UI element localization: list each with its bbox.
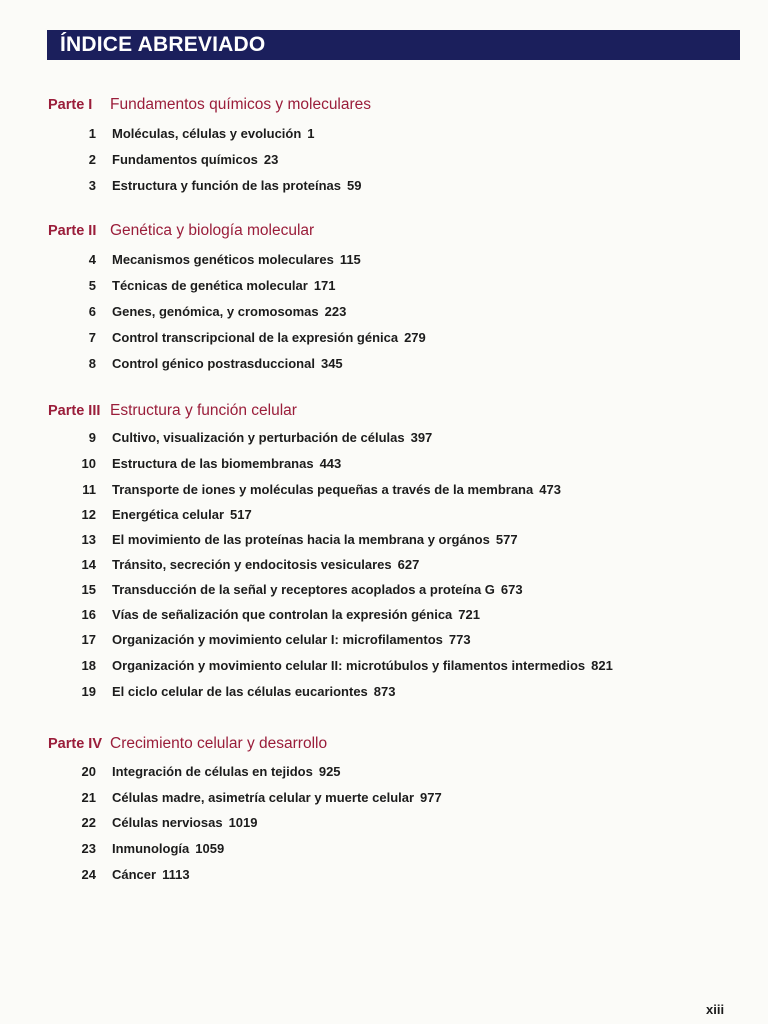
chapter-page: 673: [500, 582, 523, 597]
title-banner: [47, 30, 740, 60]
chapter-number: 12: [81, 507, 96, 522]
chapter-entry: [60, 684, 396, 699]
chapter-page: 517: [230, 507, 252, 522]
chapter-number: 2: [88, 152, 96, 167]
chapter-page: 279: [404, 330, 426, 345]
chapter-entry: [60, 841, 224, 856]
chapter-title: Vías de señalización que controlan la expresión génica: [112, 607, 453, 622]
chapter-entry: [60, 482, 561, 497]
chapter-page: 1059: [195, 841, 225, 856]
chapter-page: 1019: [228, 815, 258, 830]
chapter-entry: [60, 126, 315, 141]
chapter-entry: [60, 356, 343, 371]
chapter-number: 4: [88, 252, 96, 267]
part-heading: [48, 735, 327, 753]
chapter-number: 24: [81, 867, 96, 882]
chapter-page: 773: [448, 632, 471, 647]
chapter-page: 873: [373, 684, 396, 699]
chapter-title: Fundamentos químicos: [112, 152, 258, 167]
chapter-title: Control génico postrasduccional: [112, 356, 315, 371]
chapter-entry: [60, 507, 252, 522]
chapter-title: Energética celular: [112, 507, 224, 522]
part-title: Fundamentos químicos y moleculares: [110, 96, 372, 113]
part-number: Parte IV: [48, 736, 102, 752]
chapter-number: 3: [88, 178, 96, 193]
chapter-page: 925: [318, 764, 341, 779]
chapter-entry: [60, 278, 336, 293]
chapter-title: Cáncer: [112, 867, 157, 882]
chapter-page: 397: [410, 430, 433, 445]
chapter-page: 577: [495, 532, 518, 547]
chapter-number: 16: [81, 607, 96, 622]
chapter-number: 17: [81, 632, 96, 647]
chapter-entry: [60, 557, 419, 572]
chapter-entry: [60, 252, 361, 267]
part-title: Estructura y función celular: [110, 402, 297, 419]
chapter-title: Integración de células en tejidos: [112, 764, 313, 779]
part-heading: [48, 402, 297, 420]
chapter-entry: [60, 304, 346, 319]
part-number: Parte I: [48, 97, 93, 113]
chapter-page: 443: [319, 456, 342, 471]
chapter-title: Cultivo, visualización y perturbación de células: [112, 430, 405, 445]
chapter-number: 22: [81, 815, 96, 830]
chapter-page: 977: [420, 790, 442, 805]
chapter-entry: [60, 456, 341, 471]
chapter-number: 20: [81, 764, 96, 779]
chapter-page: 23: [263, 152, 279, 167]
part-number: Parte II: [48, 223, 97, 239]
chapter-page: 171: [313, 278, 336, 293]
chapter-title: Transducción de la señal y receptores acoplados a proteína G: [112, 582, 495, 597]
chapter-title: Estructura de las biomembranas: [112, 456, 314, 471]
chapter-entry: [60, 532, 518, 547]
page-folio: xiii: [706, 1002, 725, 1017]
chapter-entry: [60, 152, 278, 167]
chapter-title: Inmunología: [112, 841, 190, 856]
chapter-page: 627: [397, 557, 420, 572]
chapter-title: Tránsito, secreción y endocitosis vesiculares: [112, 557, 392, 572]
chapter-entry: [60, 330, 426, 345]
chapter-number: 1: [88, 126, 96, 141]
part-heading: [48, 96, 371, 114]
chapter-entry: [60, 430, 432, 445]
chapter-title: Genes, genómica, y cromosomas: [112, 304, 319, 319]
chapter-number: 7: [88, 330, 96, 345]
chapter-page: 473: [539, 482, 561, 497]
chapter-number: 18: [81, 658, 96, 673]
chapter-number: 23: [81, 841, 96, 856]
chapter-number: 8: [88, 356, 96, 371]
chapter-title: Células nerviosas: [112, 815, 223, 830]
chapter-entry: [60, 790, 442, 805]
chapter-title: Organización y movimiento celular I: microfilamentos: [112, 632, 443, 647]
chapter-number: 19: [81, 684, 96, 699]
chapter-number: 10: [81, 456, 96, 471]
chapter-number: 14: [81, 557, 96, 572]
chapter-entry: [60, 815, 257, 830]
part-number: Parte III: [48, 403, 101, 419]
chapter-page: 821: [591, 658, 613, 673]
chapter-entry: [60, 582, 523, 597]
part-heading: [48, 222, 314, 240]
chapter-title: Organización y movimiento celular II: microtúbulos y filamentos intermedios: [112, 658, 586, 673]
chapter-number: 6: [88, 304, 96, 319]
chapter-number: 9: [88, 430, 96, 445]
chapter-title: El movimiento de las proteínas hacia la membrana y orgános: [112, 532, 490, 547]
part-title: Crecimiento celular y desarrollo: [110, 735, 328, 752]
chapter-entry: [60, 764, 341, 779]
chapter-number: 13: [81, 532, 96, 547]
chapter-number: 11: [82, 482, 96, 497]
chapter-page: 59: [347, 178, 362, 193]
chapter-title: Mecanismos genéticos moleculares: [112, 252, 334, 267]
chapter-title: Estructura y función de las proteínas: [112, 178, 341, 193]
chapter-number: 5: [88, 278, 96, 293]
chapter-entry: [60, 867, 190, 882]
chapter-entry: [60, 658, 613, 673]
chapter-title: Transporte de iones y moléculas pequeñas a través de la membrana: [112, 482, 534, 497]
chapter-entry: [60, 178, 361, 193]
chapter-page: 721: [458, 607, 480, 622]
page-title: ÍNDICE ABREVIADO: [60, 33, 266, 56]
chapter-page: 1113: [162, 867, 190, 882]
chapter-title: Control transcripcional de la expresión génica: [112, 330, 399, 345]
chapter-entry: [60, 632, 471, 647]
chapter-title: Células madre, asimetría celular y muerte celular: [112, 790, 415, 805]
chapter-page: 115: [339, 252, 361, 267]
chapter-title: Técnicas de genética molecular: [112, 278, 308, 293]
chapter-title: El ciclo celular de las células eucariontes: [112, 684, 368, 699]
chapter-number: 15: [81, 582, 96, 597]
chapter-page: 223: [324, 304, 347, 319]
chapter-page: 345: [320, 356, 343, 371]
chapter-number: 21: [81, 790, 96, 805]
chapter-entry: [60, 607, 480, 622]
part-title: Genética y biología molecular: [110, 222, 315, 239]
chapter-title: Moléculas, células y evolución: [112, 126, 302, 141]
chapter-page: 1: [307, 126, 315, 141]
